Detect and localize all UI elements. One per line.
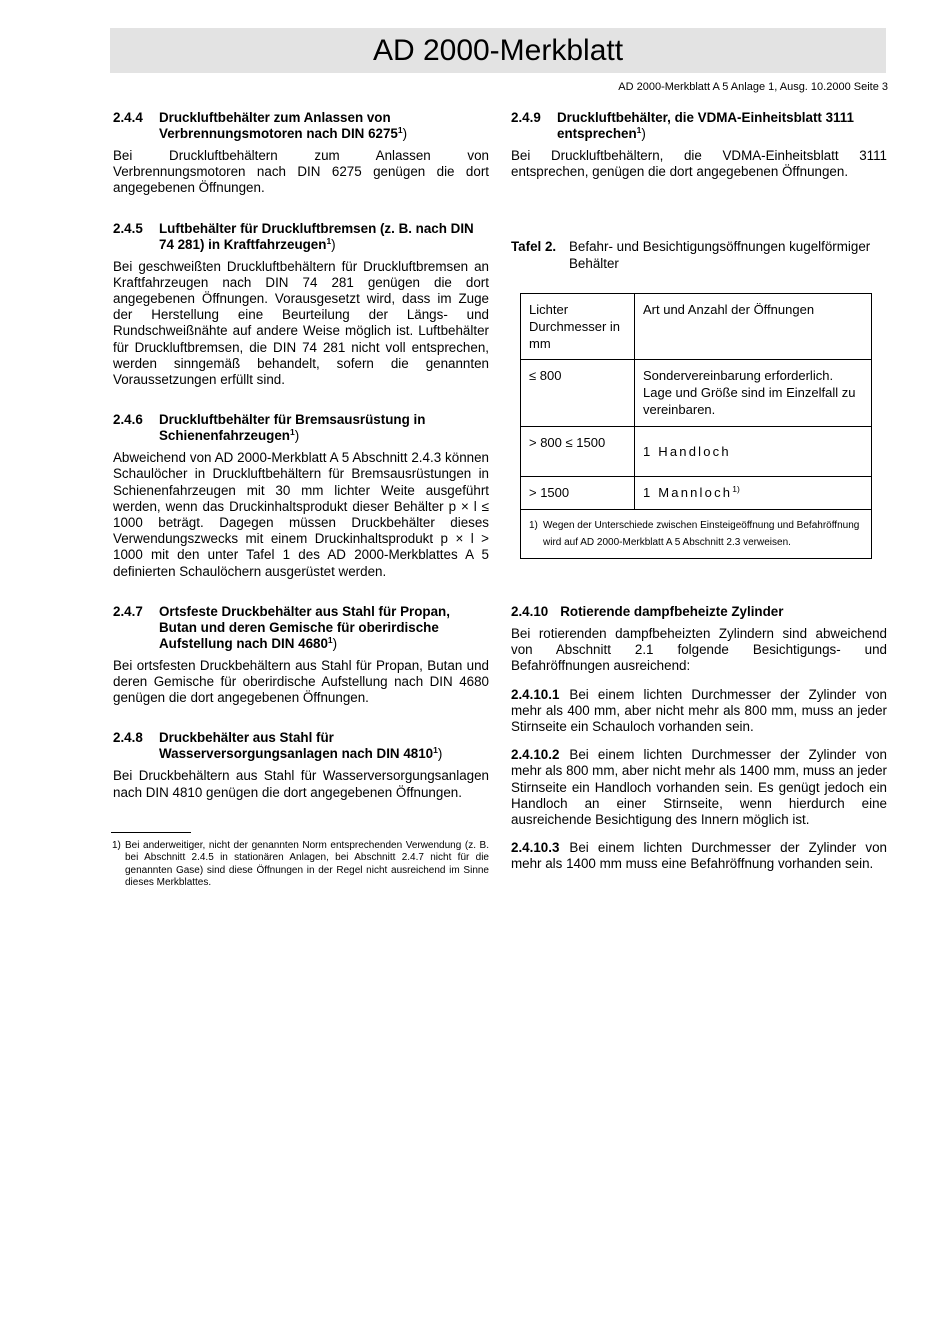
section-body: Bei Druckluftbehältern, die VDMA-Einheitsblatt 3111 entsprechen, genügen die dort angegebenen Öffnungen. (511, 148, 887, 180)
footnote-ref: 1) (732, 484, 740, 494)
footnote-ref: 1 (433, 745, 438, 756)
subsection-number: 2.4.10.2 (511, 747, 560, 763)
section-2-4-9 (511, 110, 887, 180)
section-heading (511, 110, 887, 142)
section-heading (113, 412, 489, 444)
section-title-text: Druckluftbehälter zum Anlassen von Verbrennungsmotoren nach DIN 6275 (159, 110, 398, 141)
column-header-openings: Art und Anzahl der Öffnungen (635, 294, 872, 360)
section-2-4-5 (113, 221, 489, 389)
document-title: AD 2000-Merkblatt (372, 34, 624, 67)
diameter-cell: > 800 ≤ 1500 (521, 427, 635, 477)
section-body: Bei ortsfesten Druckbehältern aus Stahl für Propan, Butan und deren Gemische für oberirdische Aufstellung nach DIN 4680 genügen die dort angegebenen Öffnungen. (113, 657, 489, 706)
subsection-text: Bei einem lichten Durchmesser der Zylinder von mehr als 800 mm, aber nicht mehr als 1400 mm, muss an jeder Stirnseite ein Handloch vorhanden sein. Es genügt jedoch ein Handloch an einer Stirnseite, wenn hierdurch eine ausreichende Besichtigung des Innern möglich ist. (511, 747, 887, 828)
footnote-divider (111, 832, 191, 833)
subsection-2-4-10-2 (511, 747, 887, 828)
footnote-ref: 1 (636, 125, 642, 135)
footnote-ref-close: ) (331, 236, 336, 252)
footnote-ref: 1 (327, 634, 333, 645)
title-bar (110, 28, 886, 73)
right-column-lower (511, 604, 887, 885)
diameter-cell: ≤ 800 (521, 360, 635, 427)
section-number: 2.4.9 (511, 110, 541, 125)
section-title-text: Druckluftbehälter für Bremsausrüstung in Schienenfahrzeugen (159, 412, 426, 444)
footnote-ref-close: ) (641, 126, 646, 141)
section-number: 2.4.8 (113, 730, 143, 746)
section-title-text: Druckbehälter aus Stahl für Wasserversorgungsanlagen nach DIN 4810 (159, 730, 434, 762)
footnote-ref: 1 (326, 235, 332, 246)
table-footnote-row (521, 510, 872, 559)
section-body: Bei Druckbehältern aus Stahl für Wasserversorgungsanlagen nach DIN 4810 genügen die dort angegebenen Öffnungen. (113, 768, 489, 800)
section-number: 2.4.4 (113, 110, 143, 125)
section-title (159, 221, 489, 253)
opening-text: 1 Handloch (643, 444, 731, 459)
section-2-4-10 (511, 604, 887, 873)
opening-text: 1 Mannloch (643, 485, 733, 500)
section-number: 2.4.5 (113, 220, 143, 236)
section-number: 2.4.6 (113, 412, 143, 428)
footnote-ref-close: ) (437, 746, 443, 762)
section-heading (511, 604, 887, 620)
table-header-row (521, 294, 872, 360)
column-header-diameter: Lichter Durchmesser in mm (521, 294, 635, 360)
section-title-text: Luftbehälter für Druckluftbremsen (z. B. nach DIN 74 281) in Kraftfahrzeugen (159, 220, 474, 252)
footnote-text: Bei anderweitiger, nicht der genannten Norm entsprechenden Verwendung (z. B. bei Abschnitt 2.4.5 in stationären Anlagen, bei Abschnitt 2.4.7 nicht für die genannten Gase) sind diese Öffnungen in der Regel nicht ausreichend im Sinne dieses Merkblattes. (125, 840, 489, 888)
left-column (113, 110, 489, 825)
section-body: Bei geschweißten Druckluftbehältern für Druckluftbremsen an Kraftfahrzeugen nach DIN 74 281 genügen die dort angegebenen Öffnungen. Vorausgesetzt wird, dass im Zuge der Herstellung eine Beurteilung der Längs- und Rundschweißnähte auf andere Weise möglich ist. Luftbehälter für Druckluftbremsen, die DIN 74 281 nicht voll entsprechen, werden sinngemäß behandelt, sofern die genannten Voraussetzungen erfüllt sind. (113, 258, 489, 388)
table-label: Tafel 2. (511, 239, 557, 254)
section-heading (113, 221, 489, 253)
subsection-text: Bei einem lichten Durchmesser der Zylinder von mehr als 1400 mm muss eine Befahröffnung vorhanden sein. (511, 840, 887, 872)
page-reference: AD 2000-Merkblatt A 5 Anlage 1, Ausg. 10.2000 Seite 3 (618, 81, 888, 93)
subsection-text: Bei einem lichten Durchmesser der Zylinder von mehr als 400 mm, aber nicht mehr als 800 mm, muss an jeder Stirnseite ein Schauloch vorhanden sein. (511, 686, 887, 735)
table-row (521, 360, 872, 427)
subsection-number: 2.4.10.1 (511, 686, 560, 702)
page-footnote (112, 840, 489, 889)
section-heading (113, 604, 489, 652)
footnote-ref-close: ) (332, 635, 338, 651)
table-row (521, 477, 872, 510)
section-title (159, 110, 489, 142)
section-heading (113, 110, 489, 142)
section-2-4-6 (113, 412, 489, 580)
section-2-4-7 (113, 604, 489, 707)
section-title (557, 110, 887, 142)
section-heading (113, 730, 489, 762)
footnote-mark: 1) (112, 840, 121, 851)
section-title: Rotierende dampfbeheizte Zylinder (560, 604, 784, 619)
opening-cell (635, 427, 872, 477)
section-2-4-4 (113, 110, 489, 197)
section-title (159, 730, 489, 762)
right-column (511, 110, 887, 204)
opening-cell: Sondervereinbarung erforderlich. Lage und Größe sind im Einzelfall zu vereinbaren. (635, 360, 872, 427)
section-body: Bei Druckluftbehältern zum Anlassen von Verbrennungsmotoren nach DIN 6275 genügen die dort angegebenen Öffnungen. (113, 148, 489, 196)
table-footnote (529, 517, 863, 551)
openings-table (520, 293, 872, 559)
diameter-cell: > 1500 (521, 477, 635, 510)
footnote-ref: 1 (289, 427, 295, 438)
section-body: Abweichend von AD 2000-Merkblatt A 5 Abschnitt 2.4.3 können Schaulöcher in Druckluftbehältern für Bremsausrüstungen in Schienenfahrzeugen mit 30 mm lichter Weite ausgeführt werden, wenn das Druckinhaltsprodukt dieser Behälter p × l ≤ 1000 beträgt. Dagegen müssen Druckbehälter dieses Verwendungszwecks mit einem Druckinhaltsprodukt p × l > 1000 mit den unter Tafel 1 des AD 2000-Merkblattes A 5 definierten Schaulöchern ausgerüstet werden. (113, 450, 489, 579)
table-caption (511, 239, 887, 272)
footnote-ref-close: ) (294, 428, 300, 444)
footnote-ref-close: ) (402, 126, 408, 141)
section-2-4-8 (113, 730, 489, 800)
section-body: Bei rotierenden dampfbeheizten Zylindern sind abweichend von Abschnitt 2.1 folgende Besichtigungs- und Befahröffnungen ausreichend: (511, 626, 887, 674)
section-number: 2.4.7 (113, 603, 143, 619)
subsection-2-4-10-1 (511, 687, 887, 736)
section-title (159, 604, 489, 652)
section-number: 2.4.10 (511, 604, 549, 619)
table-footnote-cell (521, 510, 872, 559)
subsection-number: 2.4.10.3 (511, 840, 560, 856)
opening-cell (635, 477, 872, 510)
section-title-text: Druckluftbehälter, die VDMA-Einheitsblatt 3111 entsprechen (557, 110, 854, 141)
section-title (159, 412, 489, 444)
table-row (521, 427, 872, 477)
footnote-mark: 1) (529, 520, 538, 531)
footnote-text: Wegen der Unterschiede zwischen Einsteigeöffnung und Befahröffnung wird auf AD 2000-Merkblatt A 5 Abschnitt 2.3 verweisen. (543, 520, 860, 548)
subsection-2-4-10-3 (511, 840, 887, 872)
table-caption-text: Befahr- und Besichtigungsöffnungen kugelförmiger Behälter (569, 239, 871, 271)
footnote-ref: 1 (397, 125, 403, 135)
section-title-text: Ortsfeste Druckbehälter aus Stahl für Propan, Butan und deren Gemische für oberirdische Aufstellung nach DIN 4680 (159, 603, 450, 651)
